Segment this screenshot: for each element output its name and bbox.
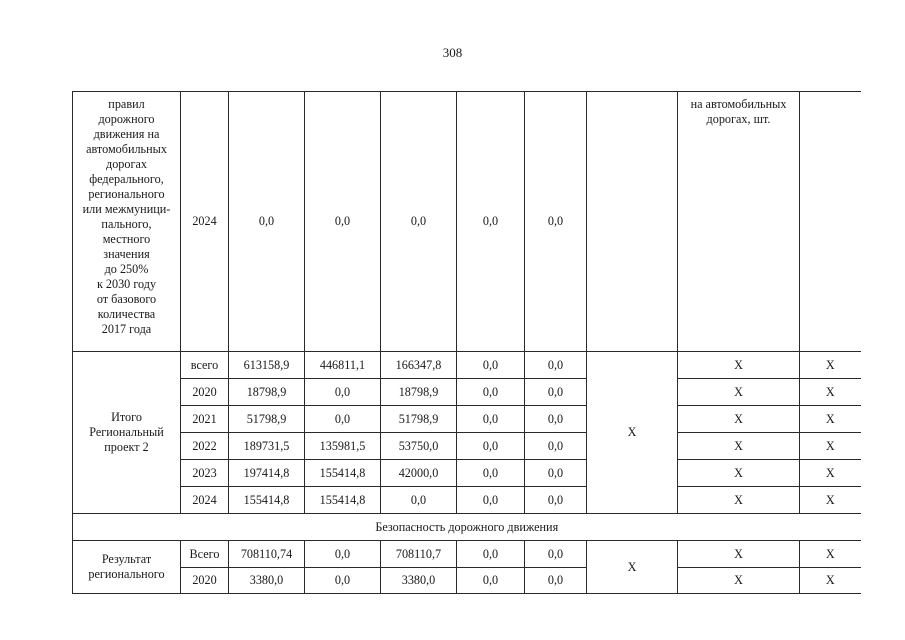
year-cell: всего xyxy=(181,352,229,379)
value-cell: 166347,8 xyxy=(381,352,457,379)
total-row xyxy=(73,406,861,433)
x-cell: X xyxy=(678,487,800,514)
description-line: к 2030 году xyxy=(96,277,157,291)
description-line: федерального, xyxy=(89,172,164,186)
value-cell: 0,0 xyxy=(457,460,525,487)
year-cell: 2022 xyxy=(181,433,229,460)
value-cell: 0,0 xyxy=(525,379,587,406)
x-cell: X xyxy=(800,487,861,514)
total-label-line: проект 2 xyxy=(104,440,149,454)
x-cell: X xyxy=(678,568,800,594)
x-cell: X xyxy=(800,379,861,406)
value-cell: 0,0 xyxy=(457,541,525,568)
value-cell: 0,0 xyxy=(457,352,525,379)
x-cell: X xyxy=(678,379,800,406)
year-cell: 2020 xyxy=(181,379,229,406)
x-cell: X xyxy=(678,433,800,460)
value-cell: 0,0 xyxy=(525,541,587,568)
year-cell: 2023 xyxy=(181,460,229,487)
x-cell: X xyxy=(678,541,800,568)
year-cell: 2020 xyxy=(181,568,229,594)
value-cell: 189731,5 xyxy=(229,433,305,460)
value-cell: 0,0 xyxy=(457,379,525,406)
description-line: правил xyxy=(108,97,145,111)
result-row xyxy=(73,568,861,594)
value-cell: 0,0 xyxy=(457,406,525,433)
value-cell: 0,0 xyxy=(525,460,587,487)
value-cell: 0,0 xyxy=(305,406,381,433)
x-cell: X xyxy=(800,541,861,568)
year-cell: 2024 xyxy=(181,487,229,514)
result-label xyxy=(73,541,181,594)
value-cell: 0,0 xyxy=(457,487,525,514)
x-cell: X xyxy=(678,352,800,379)
value-cell: 51798,9 xyxy=(229,406,305,433)
description-line: до 250% xyxy=(104,262,149,276)
description-line: 2017 года xyxy=(101,322,152,336)
value-cell: 0,0 xyxy=(457,568,525,594)
value-cell: 155414,8 xyxy=(305,487,381,514)
description-line: движения на xyxy=(93,127,160,141)
description-line: количества xyxy=(97,307,156,321)
unit-line: дорогах, шт. xyxy=(706,112,771,126)
total-label xyxy=(73,352,181,514)
value-cell: 0,0 xyxy=(305,379,381,406)
value-cell: 0,0 xyxy=(457,92,525,352)
merged-x-cell: X xyxy=(587,352,678,514)
value-cell: 0,0 xyxy=(457,433,525,460)
value-cell: 155414,8 xyxy=(305,460,381,487)
x-cell: X xyxy=(678,406,800,433)
value-cell: 708110,7 xyxy=(381,541,457,568)
value-cell: 446811,1 xyxy=(305,352,381,379)
description-line: дорогах xyxy=(106,157,147,171)
value-cell: 197414,8 xyxy=(229,460,305,487)
value-cell: 42000,0 xyxy=(381,460,457,487)
empty-cell xyxy=(587,92,678,352)
value-cell: 0,0 xyxy=(381,487,457,514)
indicator-row-2024 xyxy=(73,92,861,352)
description-line: от базового xyxy=(96,292,157,306)
unit-line: на автомобильных xyxy=(690,97,787,111)
value-cell: 613158,9 xyxy=(229,352,305,379)
value-cell: 0,0 xyxy=(525,92,587,352)
value-cell: 0,0 xyxy=(525,487,587,514)
total-row xyxy=(73,487,861,514)
value-cell: 53750,0 xyxy=(381,433,457,460)
result-label-line: Результат xyxy=(101,552,152,566)
total-row xyxy=(73,379,861,406)
x-cell: X xyxy=(678,460,800,487)
result-row xyxy=(73,541,861,568)
value-cell: 0,0 xyxy=(229,92,305,352)
value-cell: 0,0 xyxy=(525,352,587,379)
value-cell: 0,0 xyxy=(525,433,587,460)
value-cell: 3380,0 xyxy=(229,568,305,594)
section-title: Безопасность дорожного движения xyxy=(73,514,861,541)
x-cell: X xyxy=(800,460,861,487)
indicator-description xyxy=(73,92,181,352)
value-cell: 0,0 xyxy=(381,92,457,352)
description-line: или межмуници- xyxy=(82,202,171,216)
empty-cell xyxy=(800,92,861,352)
value-cell: 3380,0 xyxy=(381,568,457,594)
year-cell: 2021 xyxy=(181,406,229,433)
value-cell: 135981,5 xyxy=(305,433,381,460)
description-line: местного xyxy=(102,232,151,246)
x-cell: X xyxy=(800,433,861,460)
description-line: пального, xyxy=(101,217,152,231)
x-cell: X xyxy=(800,352,861,379)
value-cell: 708110,74 xyxy=(229,541,305,568)
total-label-line: Итого xyxy=(111,410,142,424)
description-line: дорожного xyxy=(98,112,155,126)
value-cell: 0,0 xyxy=(305,568,381,594)
value-cell: 51798,9 xyxy=(381,406,457,433)
section-row xyxy=(73,514,861,541)
value-cell: 18798,9 xyxy=(229,379,305,406)
description-line: регионального xyxy=(88,187,165,201)
year-cell: Всего xyxy=(181,541,229,568)
page-number: 308 xyxy=(442,45,463,60)
budget-table xyxy=(72,91,861,594)
value-cell: 0,0 xyxy=(305,541,381,568)
value-cell: 0,0 xyxy=(525,568,587,594)
value-cell: 155414,8 xyxy=(229,487,305,514)
merged-x-cell: X xyxy=(587,541,678,594)
value-cell: 18798,9 xyxy=(381,379,457,406)
x-cell: X xyxy=(800,568,861,594)
total-row xyxy=(73,352,861,379)
value-cell: 0,0 xyxy=(525,406,587,433)
value-cell: 0,0 xyxy=(305,92,381,352)
total-row xyxy=(73,433,861,460)
description-line: автомобильных xyxy=(86,142,167,156)
result-label-line: регионального xyxy=(88,567,165,581)
year-cell: 2024 xyxy=(181,92,229,352)
description-line: значения xyxy=(103,247,150,261)
total-label-line: Региональный xyxy=(89,425,164,439)
total-row xyxy=(73,460,861,487)
x-cell: X xyxy=(800,406,861,433)
unit-cell xyxy=(678,92,800,352)
